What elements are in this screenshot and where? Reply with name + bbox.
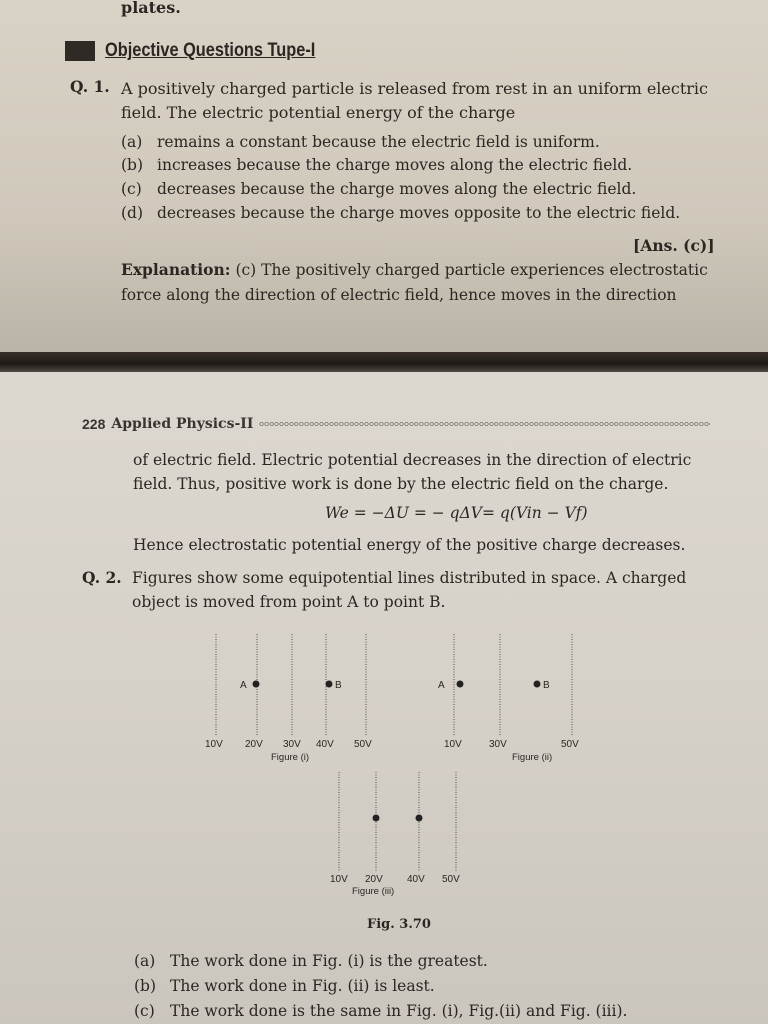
top-page xyxy=(0,0,768,360)
q1-line2: field. The electric potential energy of the charge xyxy=(121,103,516,122)
fig2-caption: Figure (ii) xyxy=(512,752,553,763)
equipotential-figures xyxy=(0,372,768,1024)
section-heading xyxy=(65,40,350,63)
fig2-point-a xyxy=(457,681,464,688)
continued-line2: field. Thus, positive work is done by the electric field on the charge. xyxy=(133,475,669,493)
fig2-voltage-10v: 10V xyxy=(444,739,462,750)
fig2-voltage-50v: 50V xyxy=(561,739,579,750)
fig2-label-a: A xyxy=(438,680,445,691)
fig3-caption: Figure (iii) xyxy=(352,886,395,897)
q1-option-c: (c) decreases because the charge moves along the electric field. xyxy=(121,180,637,198)
q1-explanation-line1: Explanation: (c) The positively charged particle experiences electrostatic xyxy=(121,260,708,279)
fig2-voltage-30v: 30V xyxy=(489,739,507,750)
section-title: Objective Questions Tupe-I xyxy=(105,40,316,61)
q1-line1: A positively charged particle is released from rest in an uniform electric xyxy=(121,79,709,98)
fig3-point-a xyxy=(373,815,380,822)
q2-number: Q. 2. xyxy=(82,568,122,587)
q2-line1: Figures show some equipotential lines distributed in space. A charged xyxy=(132,569,687,587)
fig3-point-b xyxy=(416,815,423,822)
fig3-voltage-50v: 50V xyxy=(442,874,460,885)
fig3-voltage-40v: 40V xyxy=(407,874,425,885)
fig1-caption: Figure (i) xyxy=(271,752,310,763)
q1-explanation-line2: force along the direction of electric field, hence moves in the direction xyxy=(121,286,677,304)
section-marker xyxy=(65,41,95,61)
q1-number: Q. 1. xyxy=(70,77,110,96)
figure-caption: Fig. 3.70 xyxy=(367,917,431,932)
continued-line1: of electric field. Electric potential decreases in the direction of electric xyxy=(133,451,692,469)
q2-option-c: (c) The work done is the same in Fig. (i), Fig.(ii) and Fig. (iii). xyxy=(134,1002,628,1020)
fig1-point-b xyxy=(326,681,333,688)
fig1-voltage-50v: 50V xyxy=(354,739,372,750)
fig3-voltage-10v: 10V xyxy=(330,874,348,885)
figure-2 xyxy=(438,634,579,763)
fig2-label-b: B xyxy=(543,680,550,691)
work-formula: We = −ΔU = − qΔV= q(Vin − Vf) xyxy=(325,504,588,522)
fig1-voltage-20v: 20V xyxy=(245,739,263,750)
bottom-page xyxy=(0,372,768,1024)
fig1-point-a xyxy=(253,681,260,688)
fig3-voltage-20v: 20V xyxy=(365,874,383,885)
fig1-voltage-30v: 30V xyxy=(283,739,301,750)
book-title: Applied Physics-II xyxy=(111,416,254,432)
q2-line2: object is moved from point A to point B. xyxy=(132,593,446,611)
figure-3 xyxy=(330,772,460,897)
q1-option-d: (d) decreases because the charge moves opposite to the electric field. xyxy=(121,204,681,222)
fig2-point-b xyxy=(534,681,541,688)
hence-line: Hence electrostatic potential energy of the positive charge decreases. xyxy=(133,536,686,554)
fig1-label-b: B xyxy=(335,680,342,691)
page-number: 228 xyxy=(82,416,106,432)
fig1-voltage-10v: 10V xyxy=(205,739,223,750)
q1-answer: [Ans. (c)] xyxy=(633,236,715,255)
fig1-voltage-40v: 40V xyxy=(316,739,334,750)
q2-option-b: (b) The work done in Fig. (ii) is least. xyxy=(134,977,435,995)
q1-option-a: (a) remains a constant because the electric field is uniform. xyxy=(121,133,600,151)
previous-text: plates. xyxy=(121,0,181,17)
fig1-label-a: A xyxy=(240,680,247,691)
q1-option-b: (b) increases because the charge moves along the electric field. xyxy=(121,156,633,174)
figure-1 xyxy=(205,634,372,763)
q2-option-a: (a) The work done in Fig. (i) is the greatest. xyxy=(134,952,488,970)
